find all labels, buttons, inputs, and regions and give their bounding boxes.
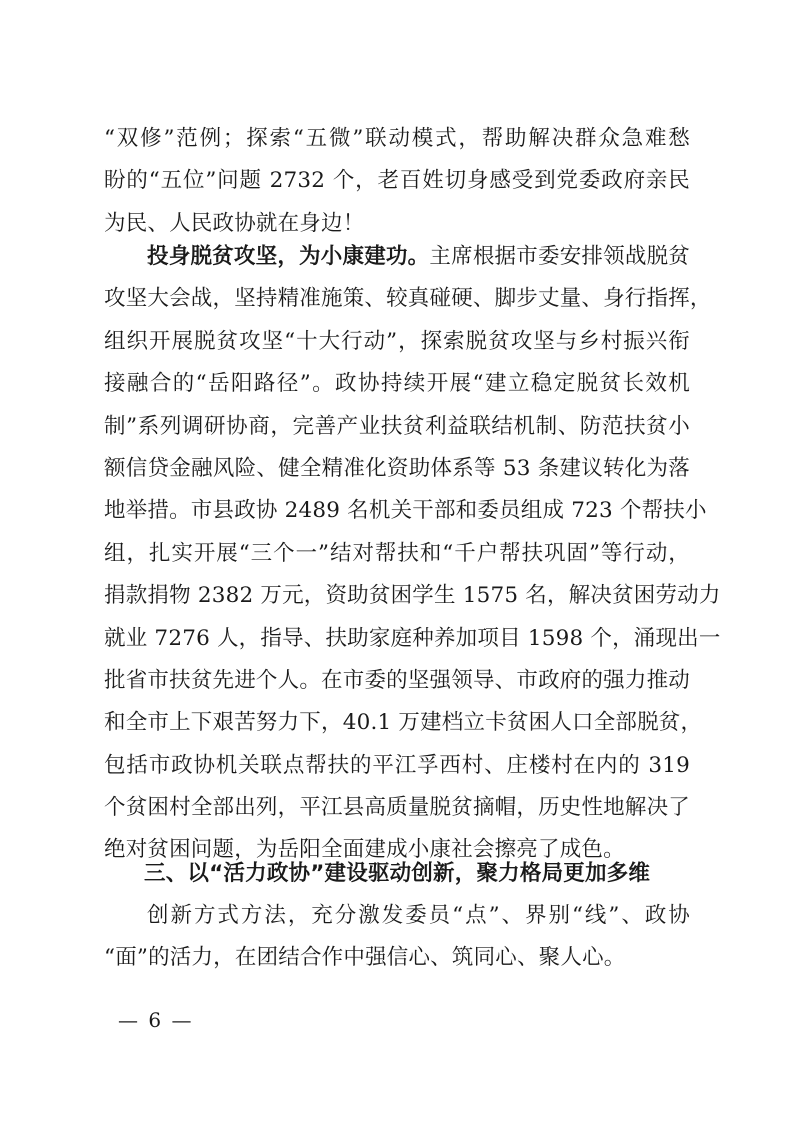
paragraph-1-line-3: 为民、人民政协就在身边！ (104, 210, 365, 236)
paragraph-2-line: 组织开展脱贫攻坚“十大行动”，探索脱贫攻坚与乡村振兴衔 (104, 328, 690, 354)
paragraph-2-line: 制”系列调研协商，完善产业扶贫利益联结机制、防范扶贫小 (104, 413, 690, 439)
paragraph-2-line: 额信贷金融风险、健全精准化资助体系等 53 条建议转化为落 (104, 455, 690, 481)
paragraph-2 (104, 236, 721, 872)
paragraph-2-lead-bold: 投身脱贫攻坚，为小康建功。 (147, 244, 430, 269)
paragraph-2-line: 攻坚大会战，坚持精准施策、较真碰硬、脚步丈量、身行指挥， (104, 286, 712, 312)
paragraph-2-line: 个贫困村全部出列，平江县高质量脱贫摘帽，历史性地解决了 (104, 795, 690, 821)
paragraph-3-line-2: “面”的活力，在团结合作中强信心、筑同心、聚人心。 (104, 945, 626, 971)
paragraph-2-line: 捐款捐物 2382 万元，资助贫困学生 1575 名，解决贫困劳动力 (104, 583, 721, 609)
paragraph-3 (104, 895, 690, 980)
paragraph-1 (104, 118, 690, 245)
paragraph-2-line: 批省市扶贫先进个人。在市委的坚强领导、市政府的强力推动 (104, 667, 690, 693)
section-heading-block (104, 853, 690, 895)
page-number: — 6 — (118, 1008, 194, 1032)
paragraph-2-first-line (104, 236, 690, 278)
paragraph-2-lead-rest: 主席根据市委安排领战脱贫 (429, 244, 690, 269)
section-heading: 三、以“活力政协”建设驱动创新，聚力格局更加多维 (144, 861, 651, 886)
paragraph-2-line: 绝对贫困问题，为岳阳全面建成小康社会擦亮了成色。 (104, 837, 625, 863)
paragraph-2-line: 包括市政协机关联点帮扶的平江孚西村、庄楼村在内的 319 (104, 752, 690, 778)
paragraph-2-line: 地举措。市县政协 2489 名机关干部和委员组成 723 个帮扶小 (104, 498, 707, 524)
paragraph-2-line: 接融合的“岳阳路径”。政协持续开展“建立稳定脱贫长效机 (104, 371, 690, 397)
paragraph-2-line: 组，扎实开展“三个一”结对帮扶和“千户帮扶巩固”等行动， (104, 540, 690, 566)
paragraph-2-line: 和全市上下艰苦努力下，40.1 万建档立卡贫困人口全部脱贫， (104, 710, 703, 736)
paragraph-1-line-2: 盼的“五位”问题 2732 个，老百姓切身感受到党委政府亲民 (104, 168, 690, 194)
paragraph-3-line-1: 创新方式方法，充分激发委员“点”、界别“线”、政协 (147, 903, 690, 928)
paragraph-2-line: 就业 7276 人，指导、扶助家庭种养加项目 1598 个，涌现出一 (104, 625, 721, 651)
paragraph-1-line-1: “双修”范例；探索“五微”联动模式，帮助解决群众急难愁 (104, 126, 690, 151)
